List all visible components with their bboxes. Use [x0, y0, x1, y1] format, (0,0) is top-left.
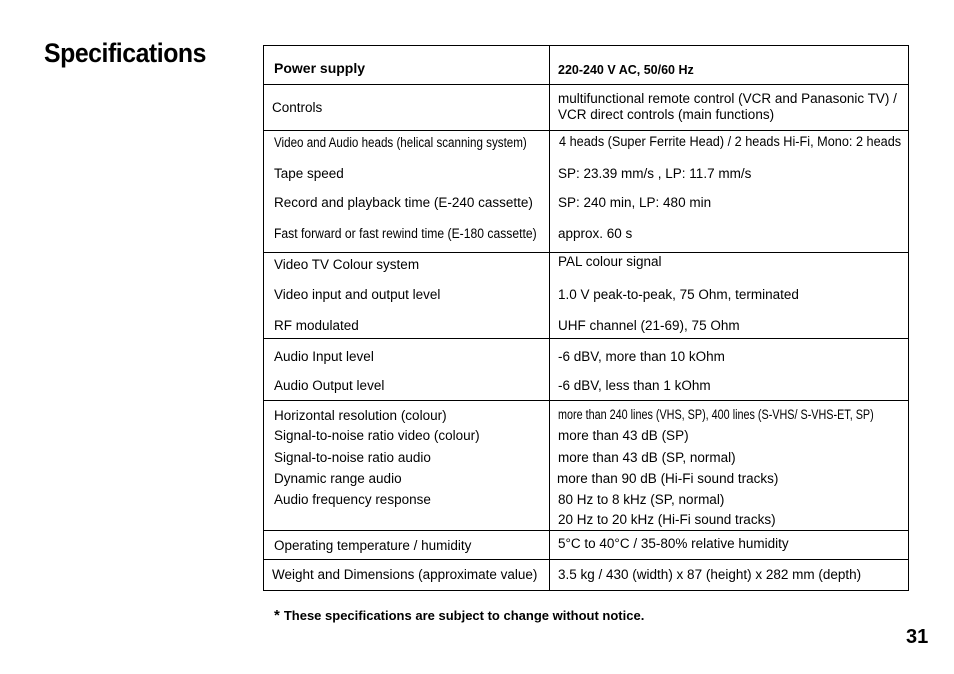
spec-label: Dynamic range audio	[264, 468, 550, 489]
spec-value	[550, 401, 909, 425]
table-row	[264, 315, 909, 339]
table-row	[264, 224, 909, 253]
footnote-text: These specifications are subject to change without notice.	[283, 608, 645, 623]
table-row	[264, 468, 909, 489]
table-row	[264, 131, 909, 163]
spec-label-text: Fast forward or fast rewind time (E-180 cassette)	[274, 225, 537, 241]
spec-value	[550, 489, 909, 531]
table-row	[264, 560, 909, 591]
spec-label	[264, 224, 550, 253]
spec-value-text: more than 240 lines (VHS, SP), 400 lines (S-VHS/ S-VHS-ET, SP)	[558, 407, 874, 422]
page-number: 31	[906, 626, 929, 648]
spec-label	[264, 131, 550, 163]
spec-value	[550, 131, 909, 163]
spec-value: 1.0 V peak-to-peak, 75 Ohm, terminated	[550, 284, 909, 315]
table-row	[264, 85, 909, 131]
spec-value-line: multifunctional remote control (VCR and Panasonic TV) /	[558, 91, 897, 106]
table-row	[264, 193, 909, 224]
spec-value-line: 20 Hz to 20 kHz (Hi-Fi sound tracks)	[558, 511, 776, 527]
spec-label: Tape speed	[264, 163, 550, 193]
spec-label: Audio frequency response	[264, 489, 550, 531]
spec-value: more than 90 dB (Hi-Fi sound tracks)	[550, 468, 909, 489]
spec-value: -6 dBV, more than 10 kOhm	[550, 339, 909, 370]
spec-value-text: 4 heads (Super Ferrite Head) / 2 heads Hi-Fi, Mono: 2 heads	[559, 134, 902, 149]
table-row	[264, 447, 909, 468]
table-row	[264, 163, 909, 193]
spec-label: Power supply	[264, 46, 550, 85]
spec-value: more than 43 dB (SP)	[550, 425, 909, 447]
spec-value: 3.5 kg / 430 (width) x 87 (height) x 282 mm (depth)	[550, 560, 909, 591]
table-row	[264, 401, 909, 425]
table-row	[264, 339, 909, 370]
table-row	[264, 46, 909, 85]
spec-value: UHF channel (21-69), 75 Ohm	[550, 315, 909, 339]
spec-value: more than 43 dB (SP, normal)	[550, 447, 909, 468]
spec-label: RF modulated	[264, 315, 550, 339]
spec-value: 220-240 V AC, 50/60 Hz	[550, 46, 909, 85]
spec-value	[550, 85, 909, 131]
spec-label: Audio Input level	[264, 339, 550, 370]
spec-label: Audio Output level	[264, 370, 550, 401]
spec-value: SP: 23.39 mm/s , LP: 11.7 mm/s	[550, 163, 909, 193]
specifications-table	[263, 45, 909, 591]
spec-value: -6 dBV, less than 1 kOhm	[550, 370, 909, 401]
spec-label: Signal-to-noise ratio audio	[264, 447, 550, 468]
spec-label: Video TV Colour system	[264, 253, 550, 284]
spec-value: 5°C to 40°C / 35-80% relative humidity	[550, 531, 909, 560]
spec-value: SP: 240 min, LP: 480 min	[550, 193, 909, 224]
table-row	[264, 425, 909, 447]
table-row	[264, 531, 909, 560]
spec-label: Horizontal resolution (colour)	[264, 401, 550, 425]
page-title: Specifications	[44, 38, 206, 68]
spec-value: approx. 60 s	[550, 224, 909, 253]
spec-label: Record and playback time (E-240 cassette)	[264, 193, 550, 224]
spec-label: Controls	[264, 85, 550, 131]
spec-label: Weight and Dimensions (approximate value)	[264, 560, 550, 591]
table-row	[264, 284, 909, 315]
spec-label: Operating temperature / humidity	[264, 531, 550, 560]
table-row	[264, 253, 909, 284]
spec-value-line: VCR direct controls (main functions)	[558, 107, 775, 122]
spec-value-line: 80 Hz to 8 kHz (SP, normal)	[558, 491, 725, 507]
spec-value: PAL colour signal	[550, 253, 909, 284]
spec-label: Signal-to-noise ratio video (colour)	[264, 425, 550, 447]
spec-label-text: Video and Audio heads (helical scanning system)	[274, 135, 527, 150]
table-row	[264, 370, 909, 401]
footnote	[274, 607, 644, 624]
spec-label: Video input and output level	[264, 284, 550, 315]
asterisk-icon: *	[274, 607, 280, 624]
table-row	[264, 489, 909, 531]
